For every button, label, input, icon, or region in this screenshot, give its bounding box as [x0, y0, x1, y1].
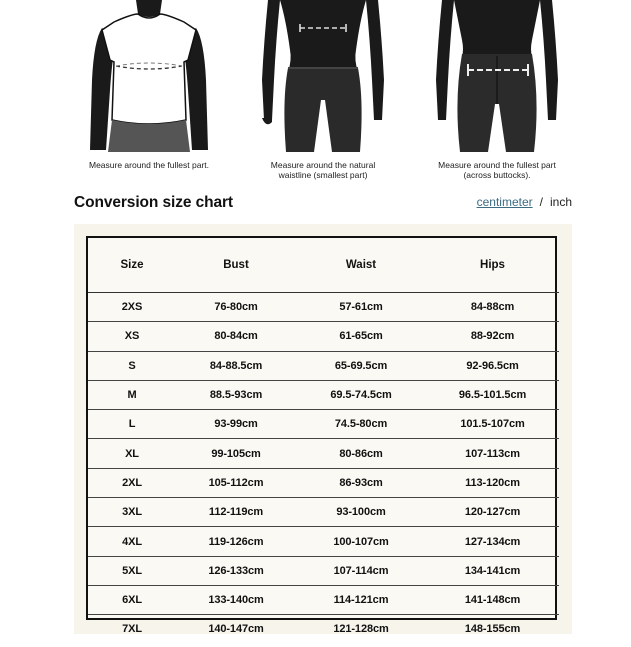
- column-header-size: Size: [88, 238, 176, 293]
- unit-centimeter-link[interactable]: centimeter: [476, 195, 533, 209]
- hips-cell: 88-92cm: [426, 322, 559, 351]
- hips-cell: 113-120cm: [426, 468, 559, 497]
- size-cell: XL: [88, 439, 176, 468]
- bust-cell: 112-119cm: [176, 498, 296, 527]
- hips-cell: 96.5-101.5cm: [426, 380, 559, 409]
- bust-caption: [54, 160, 244, 170]
- size-cell: 5XL: [88, 556, 176, 585]
- size-cell: M: [88, 380, 176, 409]
- bust-caption-line1: Measure around the fullest part.: [88, 160, 209, 170]
- bust-cell: 126-133cm: [176, 556, 296, 585]
- bust-cell: 88.5-93cm: [176, 380, 296, 409]
- hips-caption: [402, 160, 592, 180]
- hips-cell: 127-134cm: [426, 527, 559, 556]
- hips-cell: 134-141cm: [426, 556, 559, 585]
- hips-cell: 148-155cm: [464, 623, 521, 636]
- column-header-hips: Hips: [426, 238, 559, 293]
- unit-inch-link[interactable]: inch: [549, 195, 572, 209]
- waist-cell: 69.5-74.5cm: [296, 380, 426, 409]
- table-row: [88, 380, 559, 409]
- size-table: [88, 238, 559, 644]
- size-cell: 3XL: [88, 498, 176, 527]
- column-header-waist: Waist: [296, 238, 426, 293]
- size-table-panel: [74, 224, 572, 634]
- bust-cell: 84-88.5cm: [176, 351, 296, 380]
- waist-cell: 65-69.5cm: [296, 351, 426, 380]
- hips-cell: 107-113cm: [426, 439, 559, 468]
- bust-cell: 93-99cm: [176, 410, 296, 439]
- table-row: [88, 527, 559, 556]
- bust-figure: [54, 0, 244, 182]
- size-cell: 2XL: [88, 468, 176, 497]
- size-cell: L: [88, 410, 176, 439]
- unit-switch: [477, 195, 572, 209]
- waist-caption: [228, 160, 418, 180]
- waist-caption-line2: waistline (smallest part): [278, 170, 368, 180]
- waist-cell: 100-107cm: [296, 527, 426, 556]
- hips-cell: 84-88cm: [426, 293, 559, 322]
- bust-measurement-icon: [54, 0, 244, 160]
- waist-cell: 80-86cm: [296, 439, 426, 468]
- table-header-row: [88, 238, 559, 293]
- size-cell: 2XS: [88, 293, 176, 322]
- waist-cell: 107-114cm: [296, 556, 426, 585]
- bust-cell: 99-105cm: [176, 439, 296, 468]
- waist-cell: 61-65cm: [296, 322, 426, 351]
- size-cell: S: [88, 351, 176, 380]
- table-row: [88, 322, 559, 351]
- table-row: [88, 293, 559, 322]
- unit-separator: /: [539, 195, 543, 209]
- waist-caption-line1: Measure around the natural: [270, 160, 376, 170]
- hips-caption-line2: (across buttocks).: [463, 170, 531, 180]
- bust-cell: 133-140cm: [176, 585, 296, 614]
- size-cell: 4XL: [88, 527, 176, 556]
- waist-cell: 57-61cm: [296, 293, 426, 322]
- table-row: [88, 615, 559, 644]
- bust-cell: 80-84cm: [176, 322, 296, 351]
- hips-measurement-icon: [402, 0, 592, 160]
- table-row: [88, 439, 559, 468]
- size-cell: 7XL: [122, 623, 142, 636]
- table-body: [88, 293, 559, 644]
- waist-measurement-icon: [228, 0, 418, 160]
- size-table-frame: [86, 236, 557, 636]
- size-cell: XS: [88, 322, 176, 351]
- bust-cell: 105-112cm: [176, 468, 296, 497]
- bust-cell: 119-126cm: [176, 527, 296, 556]
- size-chart-header: [74, 194, 574, 214]
- hips-cell: 92-96.5cm: [426, 351, 559, 380]
- waist-cell: 93-100cm: [296, 498, 426, 527]
- table-row: [88, 410, 559, 439]
- waist-figure: [228, 0, 418, 182]
- bust-cell: 76-80cm: [176, 293, 296, 322]
- column-header-bust: Bust: [176, 238, 296, 293]
- table-row: [88, 585, 559, 614]
- hips-cell: 120-127cm: [426, 498, 559, 527]
- bust-cell: 140-147cm: [208, 623, 264, 636]
- waist-cell: 114-121cm: [296, 585, 426, 614]
- hips-cell: 141-148cm: [426, 585, 559, 614]
- hips-caption-line1: Measure around the fullest part: [438, 160, 556, 170]
- table-row: [88, 351, 559, 380]
- page-title: Conversion size chart: [74, 194, 233, 211]
- waist-cell: 86-93cm: [296, 468, 426, 497]
- size-cell: 6XL: [88, 585, 176, 614]
- hips-figure: [402, 0, 592, 182]
- table-row: [88, 468, 559, 497]
- waist-cell: 74.5-80cm: [296, 410, 426, 439]
- table-row: [88, 498, 559, 527]
- table-row: [88, 556, 559, 585]
- waist-cell: 121-128cm: [333, 623, 389, 636]
- hips-cell: 101.5-107cm: [426, 410, 559, 439]
